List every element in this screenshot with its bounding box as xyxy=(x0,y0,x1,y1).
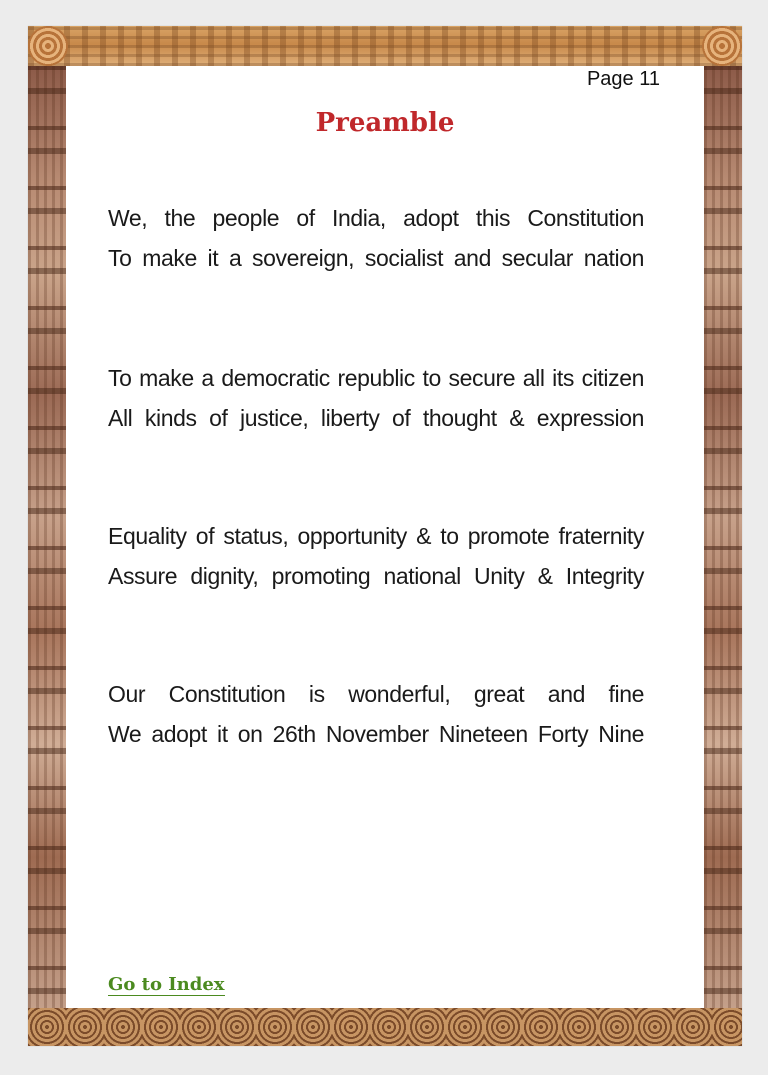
stanza-4 xyxy=(108,674,644,754)
bottom-wheel-border xyxy=(28,1008,742,1046)
stanza-1 xyxy=(108,198,644,278)
stanza-line: Assure dignity, promoting national Unity & Integrity xyxy=(108,563,644,589)
left-pillar-border xyxy=(28,66,66,1008)
stanza-2 xyxy=(108,358,644,438)
page-title: Preamble xyxy=(315,108,455,138)
stanza-line: We adopt it on 26th November Nineteen Forty Nine xyxy=(108,721,644,747)
stanza-3 xyxy=(108,516,644,596)
stanza-line: We, the people of India, adopt this Constitution xyxy=(108,205,644,231)
stanza-line: To make it a sovereign, socialist and secular nation xyxy=(108,245,644,271)
page-content xyxy=(66,66,704,1008)
stanza-line: All kinds of justice, liberty of thought & expression xyxy=(108,405,644,431)
spiral-ornament-left-icon xyxy=(28,26,68,66)
right-pillar-border xyxy=(704,66,742,1008)
top-decorative-border xyxy=(28,26,742,66)
go-to-index-link[interactable]: Go to Index xyxy=(108,974,225,995)
page-number: Page 11 xyxy=(586,68,660,90)
stanza-line: Equality of status, opportunity & to promote fraternity xyxy=(108,523,644,549)
stanza-line: To make a democratic republic to secure all its citizen xyxy=(108,365,644,391)
spiral-ornament-right-icon xyxy=(702,26,742,66)
stanza-line: Our Constitution is wonderful, great and fine xyxy=(108,681,644,707)
